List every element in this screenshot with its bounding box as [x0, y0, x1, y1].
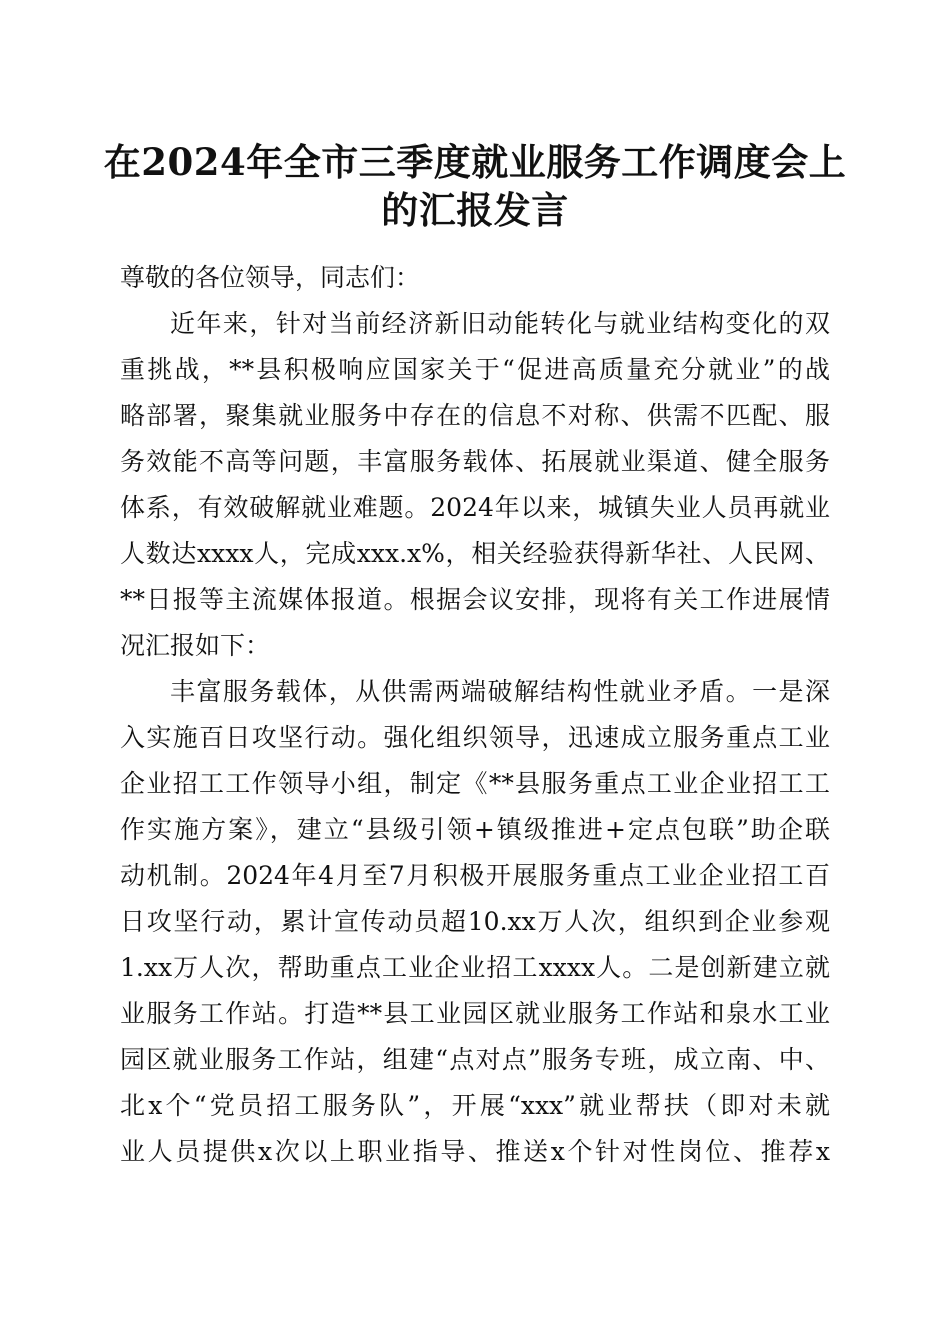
paragraph-line: 略部署，聚集就业服务中存在的信息不对称、供需不匹配、服	[120, 401, 830, 430]
paragraph-line: **日报等主流媒体报道。根据会议安排，现将有关工作进展情	[120, 585, 830, 614]
paragraph-service-carriers	[120, 669, 830, 1175]
paragraph-line: 重挑战，**县积极响应国家关于“促进高质量充分就业”的战	[120, 355, 830, 384]
paragraph-line: 人数达xxxx人，完成xxx.x%，相关经验获得新华社、人民网、	[120, 539, 830, 568]
document-body	[120, 255, 830, 1175]
paragraph-line: 业人员提供x次以上职业指导、推送x个针对性岗位、推荐x	[120, 1137, 830, 1166]
title-line: 在2024年全市三季度就业服务工作调度会上	[103, 140, 847, 184]
paragraph-line: 务效能不高等问题，丰富服务载体、拓展就业渠道、健全服务	[120, 447, 830, 476]
paragraph-line: 体系，有效破解就业难题。2024年以来，城镇失业人员再就业	[120, 493, 830, 522]
paragraph-line: 日攻坚行动，累计宣传动员超10.xx万人次，组织到企业参观	[120, 907, 830, 936]
paragraph-line: 北x个“党员招工服务队”，开展“xxx”就业帮扶（即对未就	[120, 1091, 830, 1120]
salutation: 尊敬的各位领导，同志们：	[120, 263, 421, 292]
paragraph-line: 作实施方案》，建立“县级引领+镇级推进+定点包联”助企联	[120, 815, 830, 844]
paragraph-line: 动机制。2024年4月至7月积极开展服务重点工业企业招工百	[120, 861, 830, 890]
paragraph-line: 况汇报如下：	[120, 631, 271, 660]
paragraph-intro	[120, 301, 830, 669]
paragraph-line: 企业招工工作领导小组，制定《**县服务重点工业企业招工工	[120, 769, 830, 798]
paragraph-line: 丰富服务载体，从供需两端破解结构性就业矛盾。一是深	[170, 677, 830, 706]
paragraph-line: 近年来，针对当前经济新旧动能转化与就业结构变化的双	[170, 309, 830, 338]
document-title	[100, 138, 850, 234]
paragraph-line: 1.xx万人次，帮助重点工业企业招工xxxx人。二是创新建立就	[120, 953, 830, 982]
paragraph-line: 园区就业服务工作站，组建“点对点”服务专班，成立南、中、	[120, 1045, 830, 1074]
paragraph-line: 入实施百日攻坚行动。强化组织领导，迅速成立服务重点工业	[120, 723, 830, 752]
paragraph-line: 业服务工作站。打造**县工业园区就业服务工作站和泉水工业	[120, 999, 830, 1028]
title-line: 的汇报发言	[381, 188, 569, 232]
